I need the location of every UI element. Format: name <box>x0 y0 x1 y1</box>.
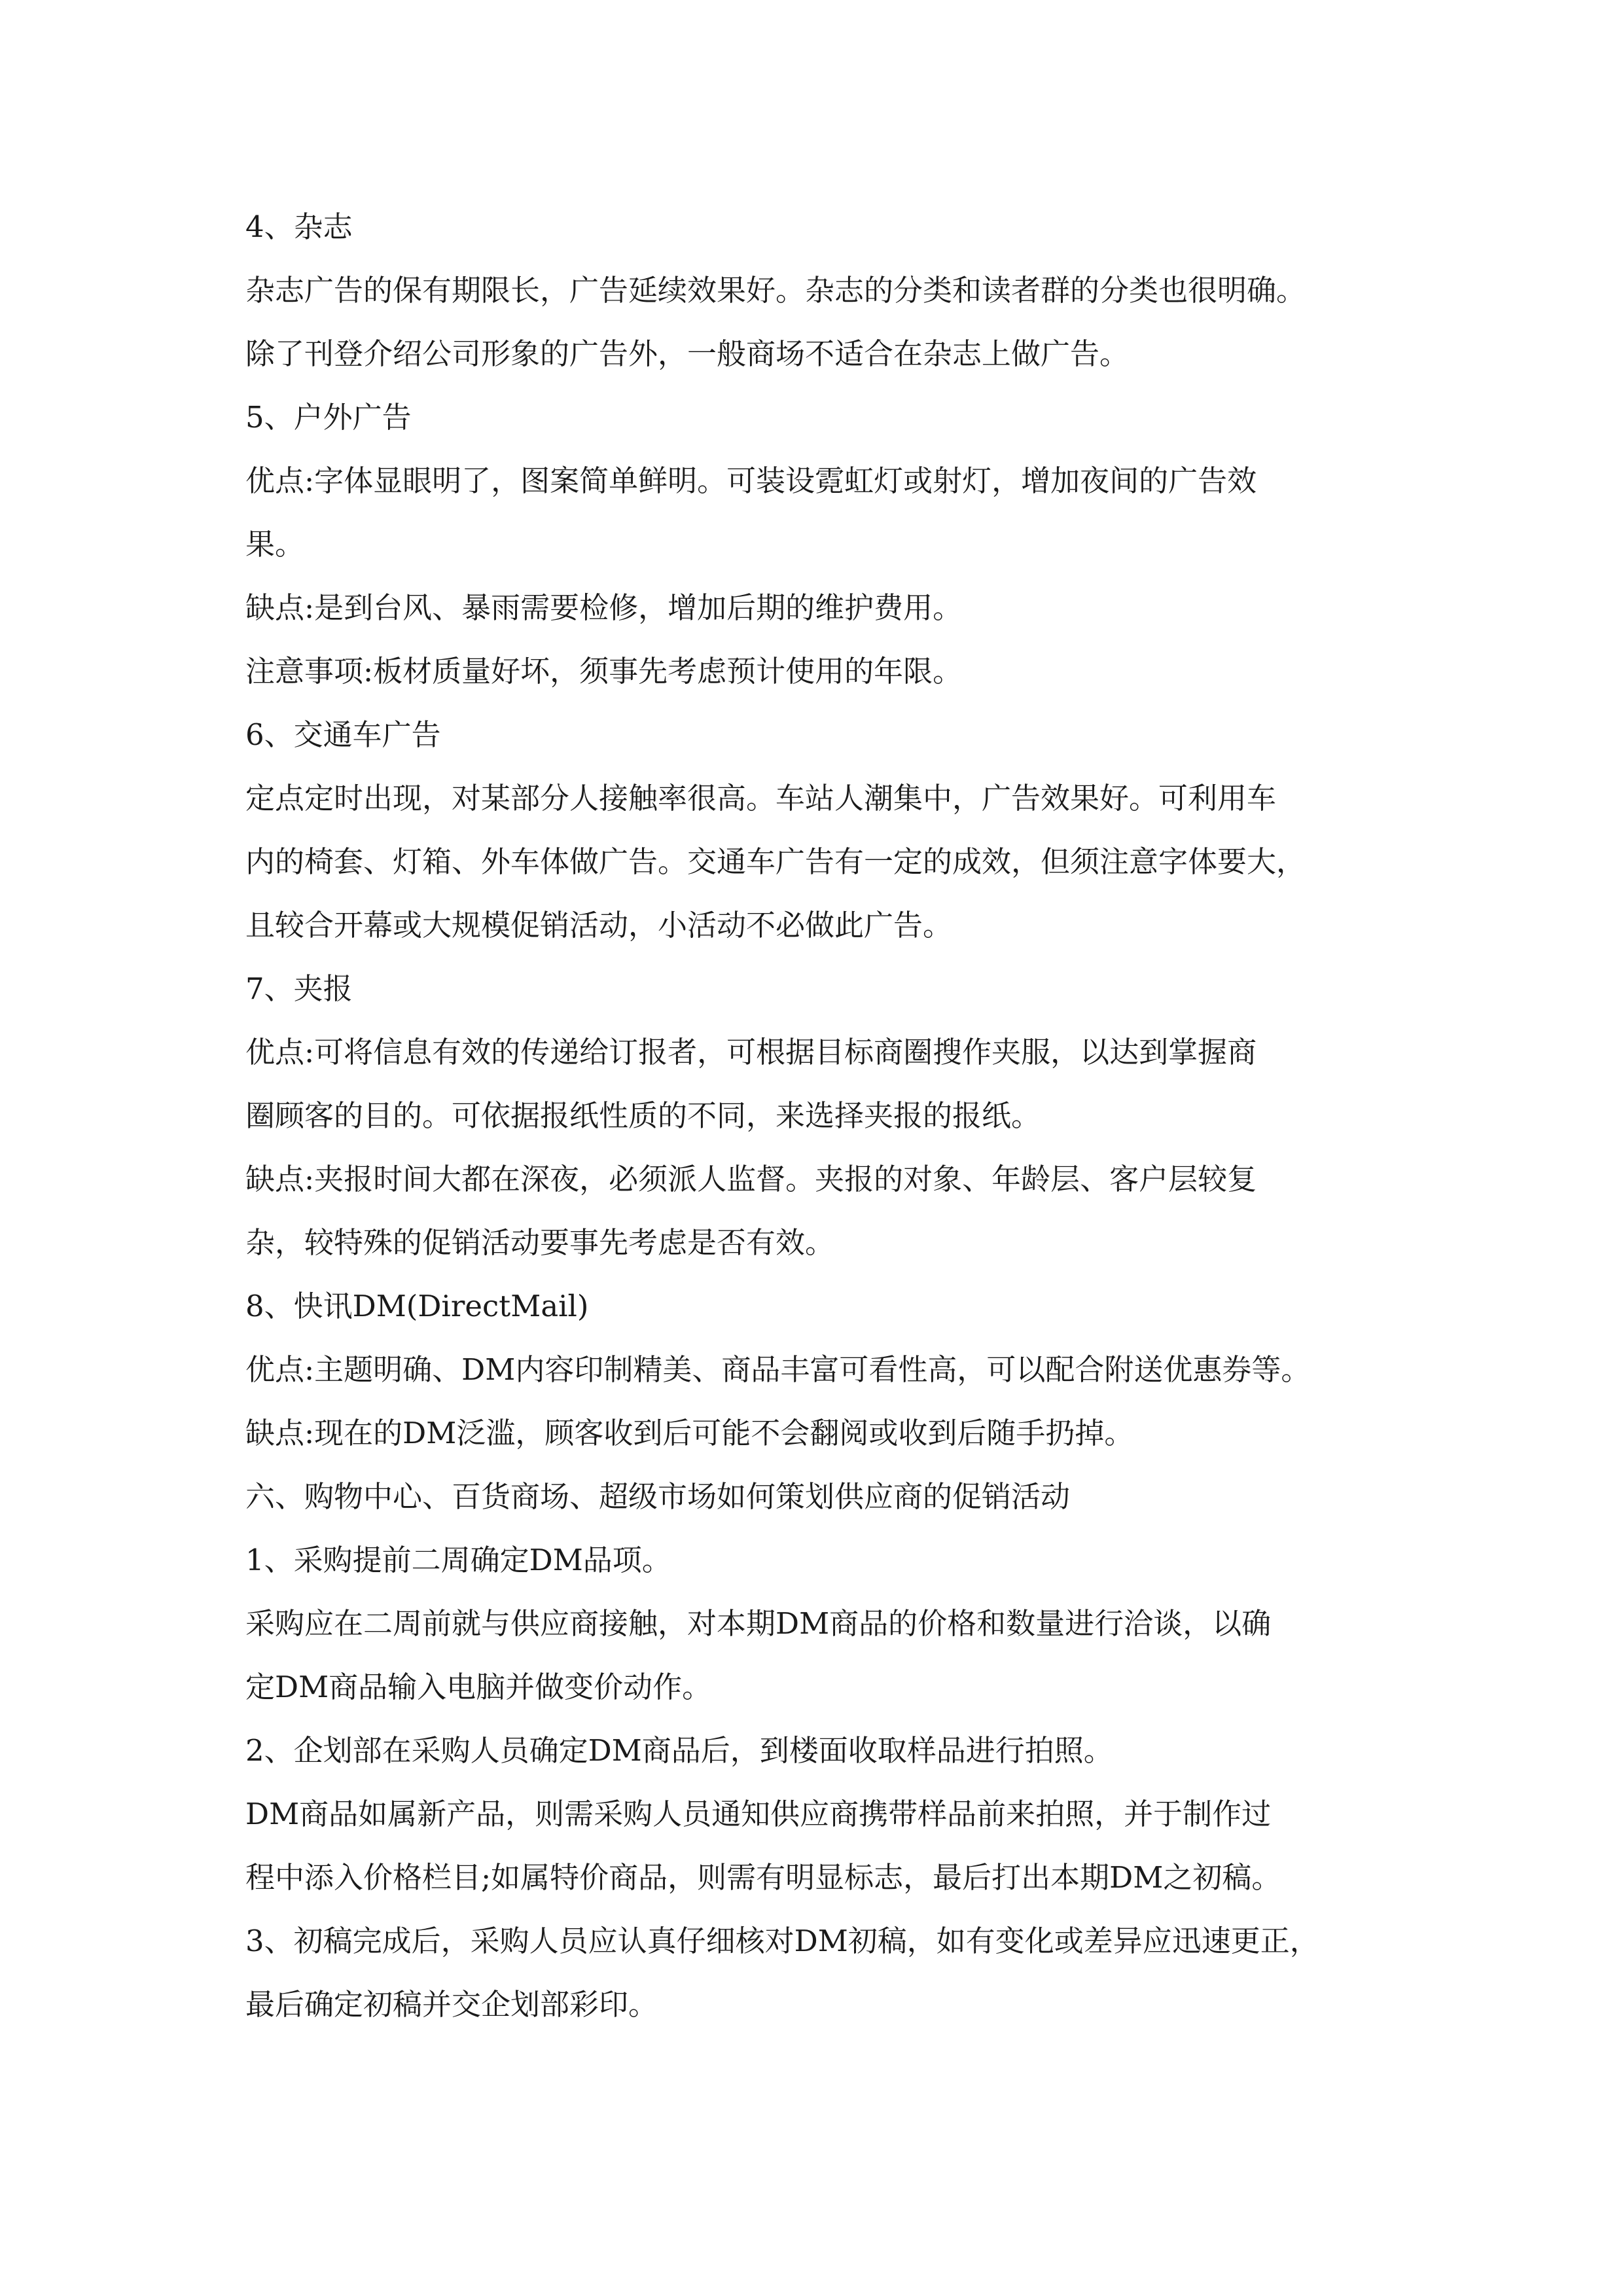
paragraph-line: DM商品如属新产品，则需采购人员通知供应商携带样品前来拍照，并于制作过 <box>245 1797 1272 1831</box>
paragraph-line: 注意事项:板材质量好坏，须事先考虑预计使用的年限。 <box>245 654 963 689</box>
section-heading: 8、快讯DM(DirectMail) <box>245 1289 589 1323</box>
paragraph-line: 最后确定初稿并交企划部彩印。 <box>245 1987 658 2022</box>
section-heading: 7、夹报 <box>245 971 353 1006</box>
paragraph-line: 优点:字体显眼明了，图案简单鲜明。可装设霓虹灯或射灯，增加夜间的广告效 <box>245 463 1257 498</box>
section-heading: 2、企划部在采购人员确定DM商品后，到楼面收取样品进行拍照。 <box>245 1733 1113 1768</box>
paragraph-line: 程中添入价格栏目;如属特价商品，则需有明显标志，最后打出本期DM之初稿。 <box>245 1860 1281 1895</box>
paragraph-line: 定DM商品输入电脑并做变价动作。 <box>245 1670 712 1704</box>
paragraph-line: 缺点:现在的DM泛滥，顾客收到后可能不会翻阅或收到后随手扔掉。 <box>245 1416 1134 1450</box>
chapter-heading: 六、购物中心、百货商场、超级市场如何策划供应商的促销活动 <box>245 1479 1071 1514</box>
paragraph-line: 优点:主题明确、DM内容印制精美、商品丰富可看性高，可以配合附送优惠券等。 <box>245 1352 1311 1387</box>
paragraph-line: 除了刊登介绍公司形象的广告外，一般商场不适合在杂志上做广告。 <box>245 336 1130 371</box>
paragraph-line: 优点:可将信息有效的传递给订报者，可根据目标商圈搜作夹服，以达到掌握商 <box>245 1035 1257 1069</box>
section-heading: 6、交通车广告 <box>245 717 441 752</box>
paragraph-line: 定点定时出现，对某部分人接触率很高。车站人潮集中，广告效果好。可利用车 <box>245 781 1277 816</box>
paragraph-line: 杂，较特殊的促销活动要事先考虑是否有效。 <box>245 1225 835 1260</box>
paragraph-line: 内的椅套、灯箱、外车体做广告。交通车广告有一定的成效，但须注意字体要大， <box>245 844 1306 879</box>
section-heading: 1、采购提前二周确定DM品项。 <box>245 1543 671 1577</box>
section-heading: 5、户外广告 <box>245 400 412 435</box>
document-page <box>245 195 1410 2036</box>
paragraph-line: 果。 <box>245 527 305 562</box>
paragraph-line: 圈顾客的目的。可依据报纸性质的不同，来选择夹报的报纸。 <box>245 1098 1041 1133</box>
paragraph-line: 缺点:是到台风、暴雨需要检修，增加后期的维护费用。 <box>245 590 963 625</box>
section-heading: 3、初稿完成后，采购人员应认真仔细核对DM初稿，如有变化或差异应迅速更正， <box>245 1924 1319 1958</box>
paragraph-line: 且较合开幕或大规模促销活动，小活动不必做此广告。 <box>245 908 953 942</box>
paragraph-line: 采购应在二周前就与供应商接触，对本期DM商品的价格和数量进行洽谈，以确 <box>245 1606 1272 1641</box>
paragraph-line: 缺点:夹报时间大都在深夜，必须派人监督。夹报的对象、年龄层、客户层较复 <box>245 1162 1257 1196</box>
section-heading: 4、杂志 <box>245 209 353 244</box>
paragraph-line: 杂志广告的保有期限长，广告延续效果好。杂志的分类和读者群的分类也很明确。 <box>245 273 1306 308</box>
